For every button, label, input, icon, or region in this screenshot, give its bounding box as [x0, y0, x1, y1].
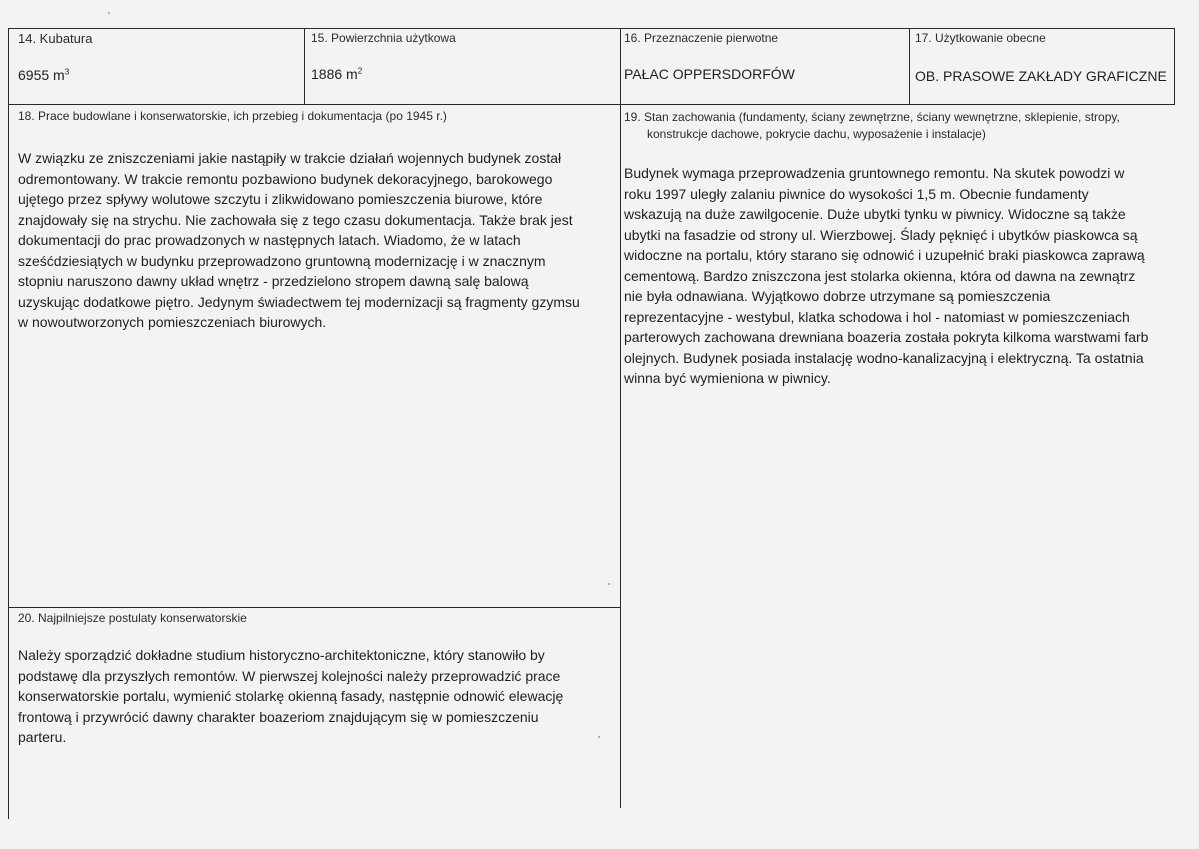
- section19-label-line: 19. Stan zachowania (fundamenty, ściany zewnętrzne, ściany wewnętrzne, sklepienie, stropy,: [624, 110, 1120, 124]
- section19-text: [624, 163, 1148, 389]
- section19-line: nie była odnawiana. Wyjątkowo dobrze utrzymane są pomieszczenia: [624, 288, 1051, 304]
- section19-line: ubytki na fasadzie od strony ul. Wierzbowej. Ślady pęknięć i ubytków piaskowca są: [624, 226, 1138, 243]
- section19-line: olejnych. Budynek posiada instalację wodno-kanalizacyjną i elektryczną. Ta ostatnia: [624, 349, 1144, 366]
- section20-label: 20. Najpilniejsze postulaty konserwatorskie: [18, 611, 247, 625]
- section18-line: odremontowany. W trakcie remontu pozbawiono budynek dekoracyjnego, barokowego: [18, 170, 553, 187]
- section20-line: parteru.: [18, 729, 67, 745]
- section20-top-border: [8, 607, 621, 608]
- section19-line: wskazują na duże zawilgocenie. Duże ubytki tynku w piwnicy. Widoczne są także: [624, 206, 1126, 222]
- field17-label: 17. Użytkowanie obecne: [915, 31, 1046, 45]
- header-row-bottom-border: [8, 104, 1175, 105]
- field16-label: 16. Przeznaczenie pierwotne: [624, 31, 779, 45]
- section19-label-line: konstrukcje dachowe, pokrycie dachu, wyposażenie i instalacje): [647, 127, 986, 141]
- section18-line: w nowoutworzonych pomieszczeniach biurowych.: [18, 314, 327, 330]
- field15-value-exponent: 2: [357, 66, 363, 76]
- section18-line: sześćdziesiątych w budynku przeprowadzono gruntowną modernizację i w znacznym: [18, 252, 546, 269]
- section19-line: Budynek wymaga przeprowadzenia gruntownego remontu. Na skutek powodzi w: [624, 165, 1125, 181]
- field16-value: PAŁAC OPPERSDORFÓW: [624, 66, 795, 82]
- section18-text: [18, 148, 580, 333]
- center-divider: [620, 28, 621, 808]
- field17-value: OB. PRASOWE ZAKŁADY GRAFICZNE: [915, 68, 1167, 84]
- section19-line: roku 1997 uległy zalaniu piwnice do wysokości 1,5 m. Obecnie fundamenty: [624, 185, 1089, 202]
- section18-line: uzyskując dodatkowe piętro. Jedynym świadectwem tej modernizacji są fragmenty gzymsu: [18, 293, 580, 310]
- scan-speck: [108, 12, 110, 14]
- divider-16-17: [909, 28, 910, 105]
- field15-value: [311, 64, 362, 84]
- section19-line: widoczne na portalu, który starano się odnowić i uzupełnić braki piaskowca zaprawą: [624, 247, 1145, 263]
- section18-line: W związku ze zniszczeniami jakie nastąpiły w trakcie działań wojennych budynek został: [18, 150, 562, 166]
- left-border: [8, 28, 9, 819]
- field14-value: [18, 65, 69, 85]
- section19-line: winna być wymieniona w piwnicy.: [624, 370, 831, 386]
- section20-line: podstawę dla przyszłych remontów. W pierwszej kolejności należy przeprowadzić prace: [18, 667, 561, 684]
- section18-label: 18. Prace budowlane i konserwatorskie, ich przebieg i dokumentacja (po 1945 r.): [18, 109, 447, 123]
- divider-14-15: [304, 28, 305, 105]
- right-border: [1174, 28, 1175, 105]
- section20-line: frontową i przywrócić dawny charakter boazeriom znajdującym się w pomieszczeniu: [18, 708, 539, 725]
- top-border: [8, 28, 1175, 29]
- section19-line: reprezentacyjne - westybul, klatka schodowa i hol - natomiast w pomieszczeniach: [624, 308, 1130, 325]
- field14-value-text: 6955 m: [18, 67, 65, 83]
- section19-label: [624, 109, 1120, 143]
- scan-speck: [608, 583, 610, 585]
- section18-line: ujętego przez spływy wolutowe szczytu i zlikwidowano pomieszczenia biurowe, które: [18, 191, 543, 207]
- field15-label: 15. Powierzchnia użytkowa: [311, 31, 456, 45]
- section20-line: Należy sporządzić dokładne studium historyczno-architektoniczne, który stanowiło by: [18, 647, 545, 663]
- field14-value-exponent: 3: [64, 67, 70, 77]
- section20-text: [18, 645, 563, 748]
- field15-value-text: 1886 m: [311, 66, 358, 82]
- section18-line: znajdowały się na strychu. Nie zachowała się z tego czasu dokumentacja. Także brak jest: [18, 211, 573, 228]
- field14-label: 14. Kubatura: [18, 31, 93, 46]
- section18-line: stopniu naruszono dawny układ wnętrz - przedzielono stropem dawną salę balową: [18, 273, 529, 289]
- section19-line: parterowych zachowana drewniana boazeria została pokryta kilkoma warstwami farb: [624, 329, 1149, 345]
- section19-line: cementową. Bardzo zniszczona jest stolarka okienna, która od dawna na zewnątrz: [624, 267, 1136, 284]
- section20-line: konserwatorskie portalu, wymienić stolarkę okienną fasady, następnie odnowić elewację: [18, 688, 564, 704]
- section18-line: dokumentacji do prac prowadzonych w następnych latach. Wiadomo, że w latach: [18, 232, 521, 248]
- scan-speck: [598, 736, 600, 738]
